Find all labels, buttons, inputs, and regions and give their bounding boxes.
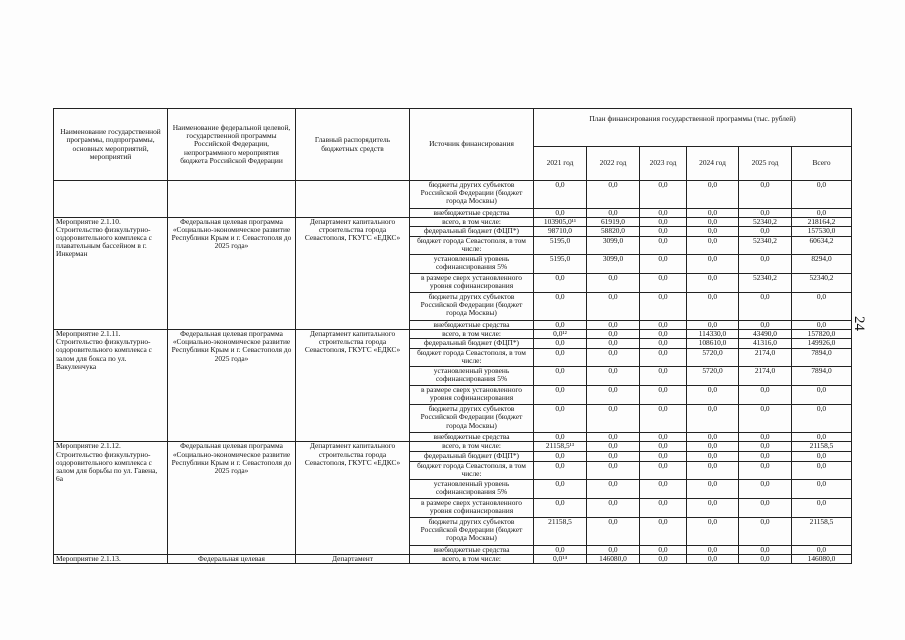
value-cell: 5195,0 (534, 237, 587, 255)
program-cell (168, 181, 296, 218)
source-cell: установленный уровень софинансирования 5% (410, 367, 534, 386)
value-cell: 3099,0 (587, 255, 640, 274)
measure-cell: Мероприятие 2.1.12. Строительство физкультурно-оздоровительного комплекса с залом для борьбы по ул. Гавена, 6а (54, 442, 168, 554)
value-cell: 5195,0 (534, 255, 587, 274)
value-cell: 0,0 (534, 479, 587, 498)
value-cell: 61919,0 (587, 218, 640, 227)
value-cell: 0,0 (739, 293, 792, 321)
value-cell: 43490,0 (739, 330, 792, 339)
program-cell: Федеральная целевая (168, 554, 296, 563)
value-cell: 0,0 (739, 386, 792, 405)
value-cell: 157530,0 (792, 227, 852, 237)
value-cell: 0,0 (640, 554, 687, 563)
value-cell: 157820,0 (792, 330, 852, 339)
header-year: 2021 год (534, 147, 587, 181)
value-cell: 0,0 (640, 479, 687, 498)
value-cell: 0,0¹² (534, 330, 587, 339)
table-row (54, 181, 852, 209)
value-cell: 3099,0 (587, 237, 640, 255)
value-cell: 7894,0 (792, 367, 852, 386)
value-cell: 0,0 (739, 451, 792, 461)
value-cell: 0,0 (687, 321, 739, 330)
value-cell: 0,0 (534, 386, 587, 405)
value-cell: 0,0 (687, 218, 739, 227)
source-cell: федеральный бюджет (ФЦП*) (410, 339, 534, 349)
value-cell: 0,0 (739, 255, 792, 274)
source-cell: внебюджетные средства (410, 433, 534, 442)
value-cell: 0,0 (640, 218, 687, 227)
value-cell: 0,0 (640, 461, 687, 479)
value-cell: 52340,2 (739, 218, 792, 227)
header-program: Наименование федеральной целевой, государственной программы Российской Федерации, непрограммного мероприятия бюджета Российской Федерации (168, 109, 296, 181)
value-cell: 7894,0 (792, 349, 852, 367)
value-cell: 5720,0 (687, 349, 739, 367)
table-row (54, 218, 852, 227)
manager-cell: Департамент капитального строительства города Севастополя, ГКУГС «ЕДКС» (296, 330, 410, 442)
value-cell: 0,0 (534, 545, 587, 554)
manager-cell (296, 181, 410, 218)
value-cell: 108610,0 (687, 339, 739, 349)
source-cell: бюджет города Севастополя, в том числе: (410, 461, 534, 479)
value-cell: 0,0 (587, 349, 640, 367)
value-cell: 0,0 (687, 479, 739, 498)
value-cell: 0,0 (587, 442, 640, 451)
value-cell: 0,0 (534, 451, 587, 461)
value-cell: 0,0 (587, 181, 640, 209)
value-cell: 0,0 (640, 367, 687, 386)
manager-cell: Департамент капитального строительства города Севастополя, ГКУГС «ЕДКС» (296, 442, 410, 554)
program-cell: Федеральная целевая программа «Социально-экономическое развитие Республики Крым и г. Севастополя до 2025 года» (168, 442, 296, 554)
value-cell: 0,0 (534, 349, 587, 367)
header-year: 2025 год (739, 147, 792, 181)
source-cell: в размере сверх установленного уровня софинансирования (410, 274, 534, 293)
value-cell: 0,0 (687, 554, 739, 563)
value-cell: 0,0 (640, 442, 687, 451)
value-cell: 0,0 (640, 339, 687, 349)
value-cell: 0,0 (739, 181, 792, 209)
value-cell: 0,0 (687, 442, 739, 451)
header-plan: План финансирования государственной программы (тыс. рублей) (534, 109, 852, 147)
value-cell: 0,0 (739, 498, 792, 517)
value-cell: 0,0 (640, 498, 687, 517)
value-cell: 0,0 (687, 181, 739, 209)
value-cell: 0,0 (534, 274, 587, 293)
value-cell: 0,0 (687, 545, 739, 554)
value-cell: 0,0 (534, 209, 587, 218)
value-cell: 0,0 (640, 181, 687, 209)
value-cell: 0,0 (534, 405, 587, 433)
value-cell: 0,0 (687, 433, 739, 442)
value-cell: 0,0 (687, 461, 739, 479)
program-cell: Федеральная целевая программа «Социально-экономическое развитие Республики Крым и г. Севастополя до 2025 года» (168, 218, 296, 330)
value-cell: 0,0 (792, 181, 852, 209)
value-cell: 0,0 (739, 405, 792, 433)
value-cell: 0,0 (587, 479, 640, 498)
value-cell: 0,0 (587, 451, 640, 461)
value-cell: 0,0 (640, 433, 687, 442)
value-cell: 0,0 (687, 209, 739, 218)
value-cell: 0,0 (640, 293, 687, 321)
value-cell: 0,0 (792, 498, 852, 517)
source-cell: федеральный бюджет (ФЦП*) (410, 451, 534, 461)
value-cell: 0,0 (587, 321, 640, 330)
value-cell: 52340,2 (792, 274, 852, 293)
value-cell: 0,0 (587, 405, 640, 433)
value-cell: 2174,0 (739, 349, 792, 367)
manager-cell: Департамент капитального строительства города Севастополя, ГКУГС «ЕДКС» (296, 218, 410, 330)
table-row (54, 442, 852, 451)
value-cell: 0,0 (534, 461, 587, 479)
value-cell: 0,0 (640, 405, 687, 433)
value-cell: 2174,0 (739, 367, 792, 386)
value-cell: 0,0 (587, 330, 640, 339)
financing-table (53, 108, 852, 564)
value-cell: 0,0 (739, 227, 792, 237)
value-cell: 0,0 (640, 237, 687, 255)
value-cell: 0,0 (687, 386, 739, 405)
value-cell: 0,0 (687, 451, 739, 461)
value-cell: 0,0 (792, 293, 852, 321)
header-measure: Наименование государственной программы, подпрограммы, основных мероприятий, мероприятий (54, 109, 168, 181)
value-cell: 0,0 (687, 405, 739, 433)
header-year: Всего (792, 147, 852, 181)
value-cell: 98710,0 (534, 227, 587, 237)
value-cell: 0,0 (687, 293, 739, 321)
value-cell: 0,0 (640, 330, 687, 339)
value-cell: 0,0 (640, 349, 687, 367)
value-cell: 0,0 (640, 209, 687, 218)
value-cell: 0,0 (534, 181, 587, 209)
value-cell: 0,0 (640, 451, 687, 461)
value-cell: 0,0 (792, 405, 852, 433)
page-number: 24 (851, 316, 867, 331)
value-cell: 0,0 (534, 433, 587, 442)
value-cell: 0,0 (534, 367, 587, 386)
measure-cell: Мероприятие 2.1.11. Строительство физкультурно-оздоровительного комплекса с залом для бокса по ул. Вакуленчука (54, 330, 168, 442)
value-cell: 21158,5 (534, 517, 587, 545)
value-cell: 0,0 (534, 293, 587, 321)
value-cell: 0,0 (739, 554, 792, 563)
value-cell: 0,0 (792, 479, 852, 498)
value-cell: 146080,0 (587, 554, 640, 563)
header-year: 2022 год (587, 147, 640, 181)
value-cell: 0,0 (640, 386, 687, 405)
value-cell: 0,0 (587, 433, 640, 442)
value-cell: 0,0 (792, 545, 852, 554)
table-body (54, 181, 852, 564)
value-cell: 0,0¹⁴ (534, 554, 587, 563)
program-cell: Федеральная целевая программа «Социально-экономическое развитие Республики Крым и г. Севастополя до 2025 года» (168, 330, 296, 442)
value-cell: 0,0 (587, 367, 640, 386)
source-cell: внебюджетные средства (410, 321, 534, 330)
value-cell: 0,0 (792, 321, 852, 330)
value-cell: 114330,0 (687, 330, 739, 339)
value-cell: 0,0 (739, 545, 792, 554)
value-cell: 0,0 (739, 461, 792, 479)
source-cell: бюджеты других субъектов Российской Федерации (бюджет города Москвы) (410, 405, 534, 433)
measure-cell: Мероприятие 2.1.13. (54, 554, 168, 563)
source-cell: всего, в том числе: (410, 442, 534, 451)
source-cell: федеральный бюджет (ФЦП*) (410, 227, 534, 237)
source-cell: в размере сверх установленного уровня софинансирования (410, 498, 534, 517)
value-cell: 146080,0 (792, 554, 852, 563)
value-cell: 218164,2 (792, 218, 852, 227)
value-cell: 0,0 (640, 255, 687, 274)
value-cell: 0,0 (534, 339, 587, 349)
value-cell: 0,0 (587, 209, 640, 218)
value-cell: 0,0 (587, 274, 640, 293)
value-cell: 0,0 (687, 255, 739, 274)
value-cell: 0,0 (687, 237, 739, 255)
value-cell: 0,0 (587, 517, 640, 545)
value-cell: 0,0 (587, 386, 640, 405)
value-cell: 0,0 (640, 227, 687, 237)
value-cell: 0,0 (792, 451, 852, 461)
value-cell: 21158,5 (792, 442, 852, 451)
table-row (54, 554, 852, 563)
measure-cell: Мероприятие 2.1.10. Строительство физкультурно-оздоровительного комплекса с плавательным бассейном в г. Инкерман (54, 218, 168, 330)
value-cell: 0,0 (739, 442, 792, 451)
value-cell: 0,0 (739, 321, 792, 330)
value-cell: 0,0 (739, 479, 792, 498)
value-cell: 0,0 (792, 209, 852, 218)
source-cell: бюджет города Севастополя, в том числе: (410, 349, 534, 367)
source-cell: установленный уровень софинансирования 5% (410, 479, 534, 498)
value-cell: 0,0 (640, 517, 687, 545)
value-cell: 0,0 (792, 433, 852, 442)
value-cell: 0,0 (792, 461, 852, 479)
value-cell: 58820,0 (587, 227, 640, 237)
source-cell: всего, в том числе: (410, 218, 534, 227)
value-cell: 0,0 (534, 498, 587, 517)
value-cell: 0,0 (587, 293, 640, 321)
value-cell: 0,0 (687, 274, 739, 293)
value-cell: 0,0 (534, 321, 587, 330)
value-cell: 52340,2 (739, 237, 792, 255)
source-cell: установленный уровень софинансирования 5% (410, 255, 534, 274)
value-cell: 0,0 (739, 433, 792, 442)
source-cell: бюджеты других субъектов Российской Федерации (бюджет города Москвы) (410, 293, 534, 321)
source-cell: бюджеты других субъектов Российской Федерации (бюджет города Москвы) (410, 517, 534, 545)
value-cell: 0,0 (739, 517, 792, 545)
value-cell: 21158,5 (792, 517, 852, 545)
value-cell: 0,0 (587, 339, 640, 349)
value-cell: 8294,0 (792, 255, 852, 274)
value-cell: 21158,5¹³ (534, 442, 587, 451)
value-cell: 0,0 (687, 498, 739, 517)
value-cell: 0,0 (587, 545, 640, 554)
value-cell: 0,0 (687, 517, 739, 545)
value-cell: 41316,0 (739, 339, 792, 349)
value-cell: 0,0 (587, 461, 640, 479)
source-cell: всего, в том числе: (410, 554, 534, 563)
value-cell: 0,0 (792, 386, 852, 405)
header-manager: Главный распорядитель бюджетных средств (296, 109, 410, 181)
value-cell: 0,0 (640, 545, 687, 554)
source-cell: бюджет города Севастополя, в том числе: (410, 237, 534, 255)
value-cell: 0,0 (640, 274, 687, 293)
header-source: Источник финансирования (410, 109, 534, 181)
value-cell: 0,0 (687, 227, 739, 237)
value-cell: 60634,2 (792, 237, 852, 255)
source-cell: в размере сверх установленного уровня софинансирования (410, 386, 534, 405)
header-year: 2023 год (640, 147, 687, 181)
manager-cell: Департамент (296, 554, 410, 563)
source-cell: всего, в том числе: (410, 330, 534, 339)
value-cell: 103905,0¹¹ (534, 218, 587, 227)
source-cell: внебюджетные средства (410, 545, 534, 554)
measure-cell (54, 181, 168, 218)
value-cell: 5720,0 (687, 367, 739, 386)
value-cell: 52340,2 (739, 274, 792, 293)
source-cell: внебюджетные средства (410, 209, 534, 218)
value-cell: 0,0 (587, 498, 640, 517)
source-cell: бюджеты других субъектов Российской Федерации (бюджет города Москвы) (410, 181, 534, 209)
value-cell: 0,0 (640, 321, 687, 330)
value-cell: 149926,0 (792, 339, 852, 349)
header-year: 2024 год (687, 147, 739, 181)
value-cell: 0,0 (739, 209, 792, 218)
table-row (54, 330, 852, 339)
